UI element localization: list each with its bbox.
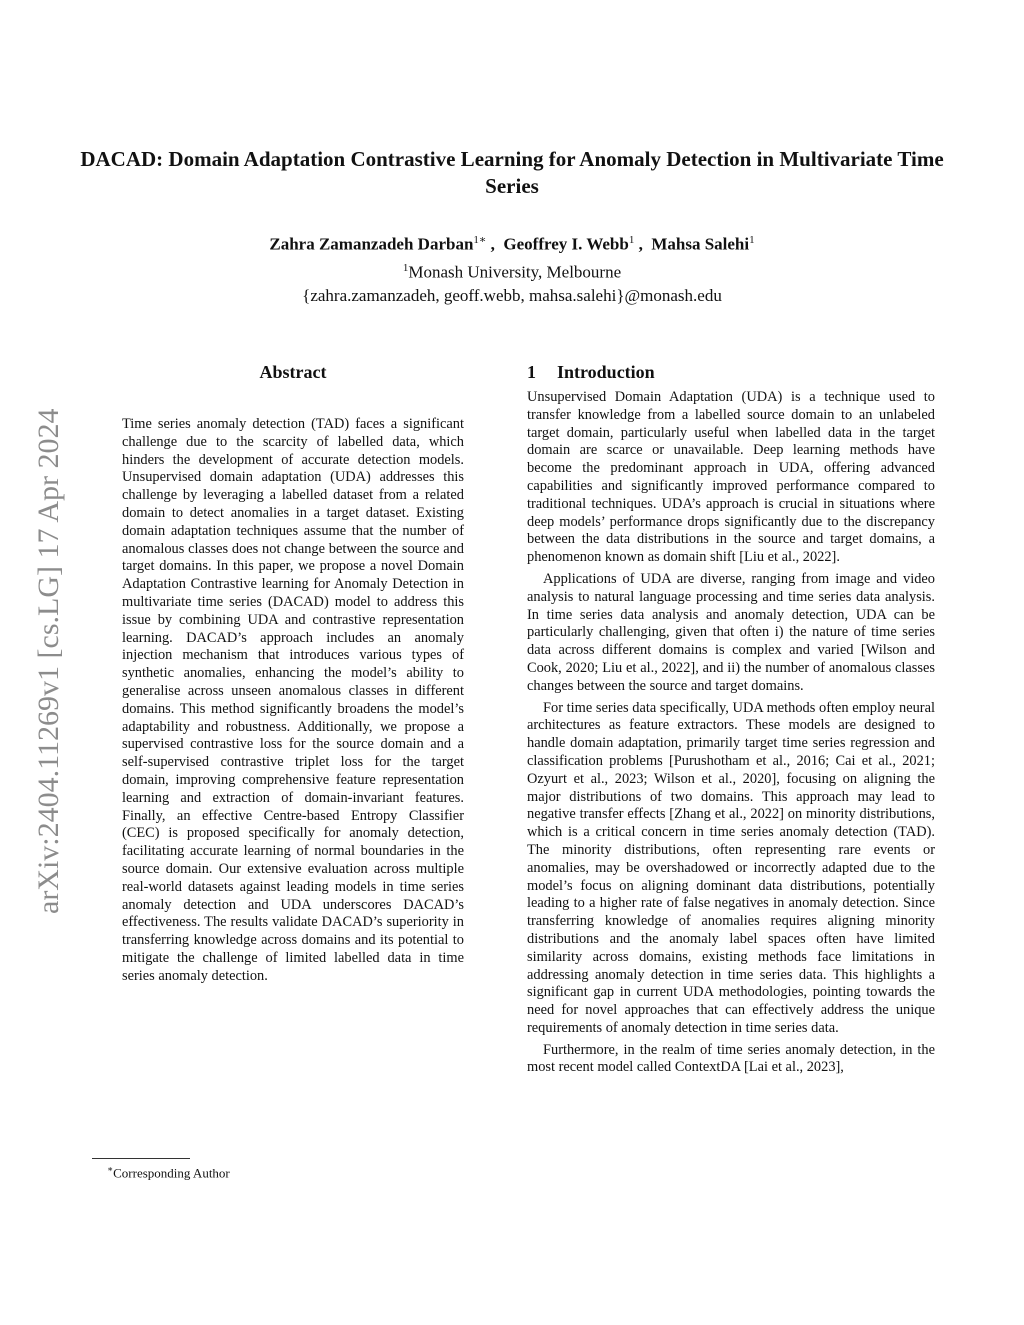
abstract-heading: Abstract	[259, 362, 327, 382]
author-emails: {zahra.zamanzadeh, geoff.webb, mahsa.salehi}@monash.edu	[302, 286, 722, 305]
author-name: Mahsa Salehi	[651, 234, 750, 254]
author-list: Zahra Zamanzadeh Darban$^{1∗}$ , Geoffrey I. Webb$^1$ , Mahsa Salehi$^1$	[269, 234, 755, 254]
footnote-rule	[92, 1158, 190, 1159]
left-column	[122, 360, 464, 986]
right-column	[527, 360, 935, 1077]
footnote-text: Corresponding Author	[113, 1165, 230, 1181]
intro-paragraph: For time series data specifically, UDA methods often employ neural architectures as feature extractors. These models are designed to handle domain adaptation, primarily target time series regression and classification problems [Purushotham et al., 2016; Cai et al., 2021; Ozyurt et al., 2023; Wilson et al., 2020], focusing on aligning the major distributions of two domains. This approach may lead to negative transfer effects [Zhang et al., 2022] on minority distributions, which is a critical concern in time series anomaly detection (TAD). The minority distributions, often representing rare events or anomalies, may be overshadowed or incorrectly adapted due to the model’s focus on aligning dominant data distributions, potentially leading to a higher rate of false negatives in anomaly detection. Since transferring knowledge of anomalies requires aligning minority distributions and the anomaly label spaces often have limited similarity across domains, existing methods face limitations in addressing anomaly detection in time series data. This highlights a significant gap in current UDA methodologies, pointing towards the need for novel approaches that can effectively address the unique requirements of anomaly detection in time series data.	[527, 699, 935, 1036]
paper-title: DACAD: Domain Adaptation Contrastive Learning for Anomaly Detection in Multivariate Time Series	[80, 147, 944, 198]
section-title: Introduction	[557, 362, 655, 382]
intro-paragraph: Applications of UDA are diverse, ranging from image and video analysis to natural language processing and time series data analysis. In time series data analysis and anomaly detection, UDA can be particularly challenging, given that often i) the nature of time series data across different domains is complex and varied [Wilson and Cook, 2020; Liu et al., 2022], and ii) the number of anomalous classes changes between the source and target domains.	[527, 570, 935, 694]
affiliation-mark: 1	[402, 262, 409, 274]
intro-paragraph: Furthermore, in the realm of time series anomaly detection, in the most recent model called ContextDA [Lai et al., 2023],	[527, 1041, 935, 1076]
arxiv-identifier: arXiv:2404.11269v1 [cs.LG] 17 Apr 2024	[32, 408, 65, 914]
affiliation	[80, 256, 944, 285]
author-name: Geoffrey I. Webb	[503, 234, 629, 254]
footnote-mark: ∗	[107, 1164, 114, 1174]
intro-paragraph: Unsupervised Domain Adaptation (UDA) is a technique used to transfer knowledge from a labelled source domain to an unlabeled target domain, particularly useful when labelled data in the target domain are scarce or unavailable. Deep learning methods have become the predominant approach in UDA, offering advanced capabilities and significantly improved performance compared to traditional techniques. UDA’s approach is crucial in situations where deep models’ performance drops significantly due to the discrepancy between the data distributions in the source and target domains, a phenomenon known as domain shift [Liu et al., 2022].	[527, 389, 935, 566]
abstract-text: Time series anomaly detection (TAD) faces a significant challenge due to the scarcity of labelled data, which hinders the development of accurate detection models. Unsupervised domain adaptation (UDA) addresses this challenge by leveraging a labelled dataset from a related domain to detect anomalies in a target dataset. Existing domain adaptation techniques assume that the number of anomalous classes does not change between the source and target domains. In this paper, we propose a novel Domain Adaptation Contrastive learning for Anomaly Detection in multivariate time series (DACAD) model to address this issue by combining UDA and contrastive representation learning. DACAD’s approach includes an anomaly injection mechanism that introduces various types of synthetic anomalies, enhancing the model’s ability to generalise across unseen anomalous classes in different domains. This method significantly broadens the model’s adaptability and robustness. Additionally, we propose a supervised contrastive loss for the source domain and a self-supervised contrastive triplet loss for the target domain, improving comprehensive feature representation learning and extraction of domain-invariant features. Finally, an effective Centre-based Entropy Classifier (CEC) is proposed specifically for anomaly detection, facilitating accurate learning of normal boundaries in the source domain. Our extensive evaluation across multiple real-world datasets against leading models in time series anomaly detection and UDA underscores DACAD’s effectiveness. The results validate DACAD’s superiority in transferring knowledge across domains and its potential to mitigate the challenge of limited labelled data in time series anomaly detection.	[122, 416, 464, 984]
author-marks: 1	[628, 234, 635, 246]
footnote	[107, 1161, 467, 1181]
author-marks: 1	[749, 234, 755, 246]
section-number: 1	[527, 362, 536, 382]
author-marks: 1∗	[473, 234, 487, 246]
affiliation-name: Monash University, Melbourne	[408, 262, 622, 282]
author-name: Zahra Zamanzadeh Darban	[269, 234, 474, 254]
introduction-heading	[527, 360, 935, 384]
